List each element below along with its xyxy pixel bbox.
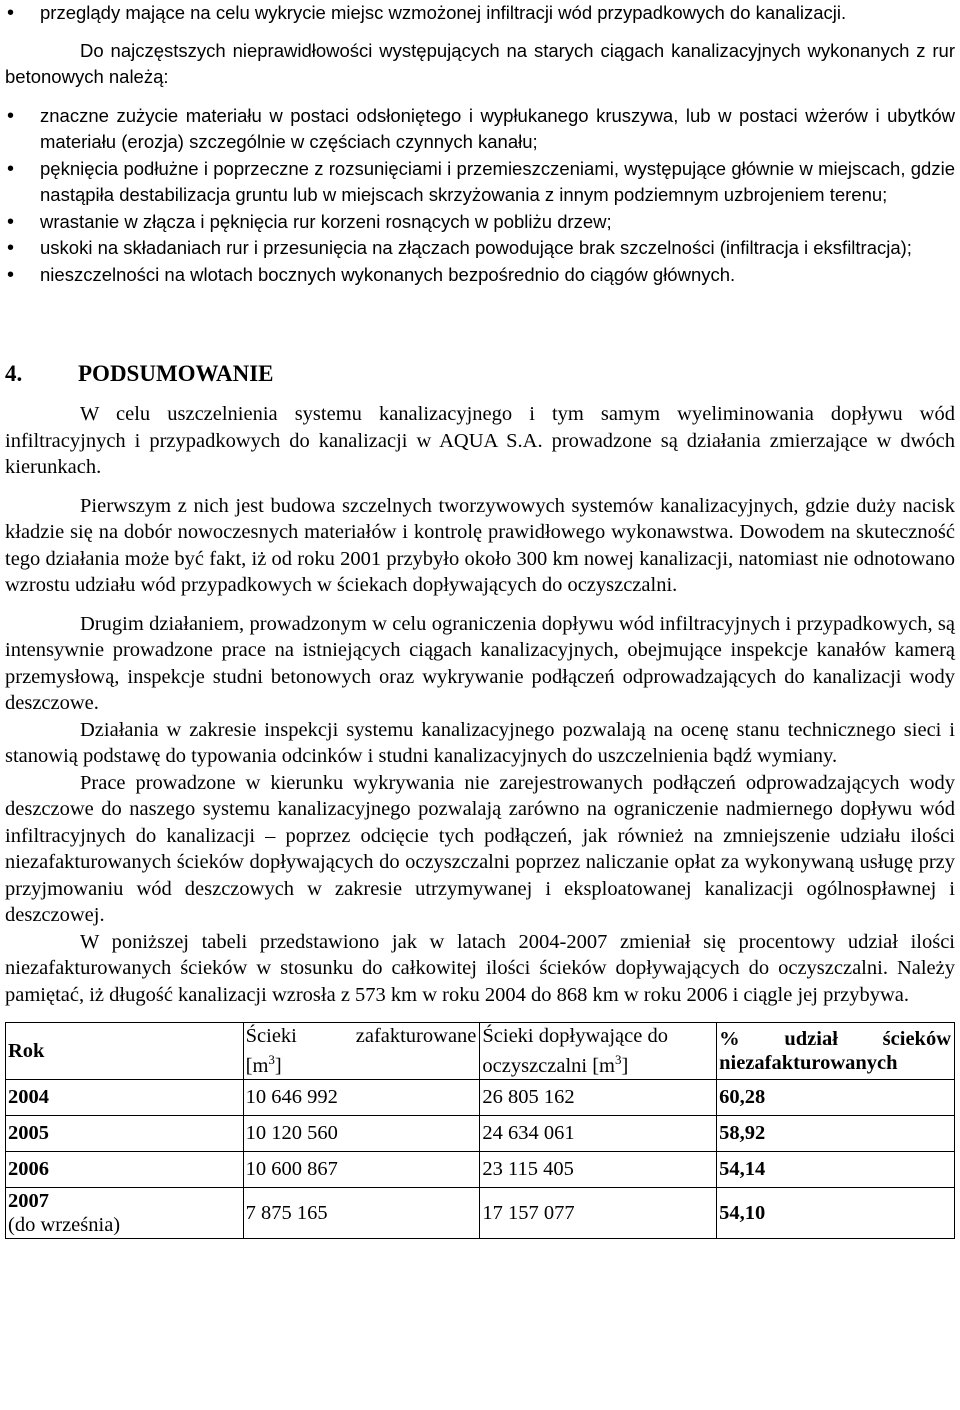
defects-list — [5, 103, 955, 289]
cell-share: 58,92 — [717, 1115, 955, 1151]
wastewater-table — [5, 1022, 955, 1239]
section-number: 4. — [5, 361, 23, 386]
paragraph: W poniższej tabeli przedstawiono jak w latach 2004-2007 zmieniał się procentowy udział ilości niezafakturowanych ścieków w stosunku do całkowitej ilości ścieków dopływających do oczyszczalni. Należy pamiętać, iż długość kanalizacji wzrosła z 573 km w roku 2004 do 868 km w roku 2006 i ciągle jej przybywa. — [5, 930, 955, 1006]
table-row — [6, 1079, 955, 1115]
paragraph: Prace prowadzone w kierunku wykrywania nie zarejestrowanych podłączeń odprowadzających wody deszczowe do naszego systemu kanalizacyjnego pozwalają zarówno na ograniczenie nadmiernego dopływu wód infiltracyjnych do kanalizacji – poprzez odcięcie tych podłączeń, jak również na zmniejszenie udziału ilości niezafakturowanych ścieków dopływających do oczyszczalni poprzez naliczanie opłat za wykonywaną usługę przy przyjmowaniu wód deszczowych w zakresie utrzymywanej i eksploatowanej kanalizacji ogólnospławnej i deszczowej. — [5, 771, 955, 926]
list-item: • znaczne zużycie materiału w postaci odsłoniętego i wypłukanego kruszywa, lub w postaci wżerów i ubytków materiału (erozja) szczególnie w częściach czynnych kanału; — [5, 103, 955, 156]
cell-year-note: (do września) — [8, 1213, 121, 1236]
top-list — [5, 0, 955, 27]
cell-invoiced: 10 600 867 — [243, 1151, 480, 1187]
cell-inflow: 24 634 061 — [480, 1115, 717, 1151]
section-heading — [5, 360, 955, 388]
list-item: • przeglądy mające na celu wykrycie miejsc wzmożonej infiltracji wód przypadkowych do kanalizacji. — [5, 0, 955, 27]
list-item: • wrastanie w złącza i pęknięcia rur korzeni rosnących w pobliżu drzew; — [5, 209, 955, 236]
cell-inflow: 23 115 405 — [480, 1151, 717, 1187]
cell-inflow: 26 805 162 — [480, 1079, 717, 1115]
cell-year — [6, 1187, 244, 1238]
section-title: PODSUMOWANIE — [78, 361, 274, 386]
cell-invoiced: 10 646 992 — [243, 1079, 480, 1115]
list-item: • pęknięcia podłużne i poprzeczne z rozsunięciami i przemieszczeniami, występujące głównie w miejscach, gdzie nastąpiła destabilizacja gruntu lub w miejscach skrzyżowania z innym podziemnym uzbrojeniem terenu; — [5, 156, 955, 209]
header-share: % udział ścieków niezafakturowanych — [717, 1023, 955, 1080]
intro-paragraph: Do najczęstszych nieprawidłowości występujących na starych ciągach kanalizacyjnych wykonanych z rur betonowych należą: — [5, 39, 955, 87]
table-row — [6, 1151, 955, 1187]
header-invoiced-label: Ścieki zafakturowane — [245, 1025, 477, 1047]
list-item: • uskoki na składaniach rur i przesunięcia na złączach powodujące brak szczelności (infiltracja i eksfiltracja); — [5, 235, 955, 262]
list-item: • nieszczelności na wlotach bocznych wykonanych bezpośrednio do ciągów głównych. — [5, 262, 955, 289]
cell-year: 2004 — [6, 1079, 244, 1115]
document-page — [5, 0, 955, 1239]
cell-year: 2005 — [6, 1115, 244, 1151]
cell-invoiced: 10 120 560 — [243, 1115, 480, 1151]
paragraph: Drugim działaniem, prowadzonym w celu ograniczenia dopływu wód infiltracyjnych i przypadkowych, są intensywnie prowadzone prace na istniejących ciągach kanalizacyjnych, obejmujące inspekcje kanałów kamerą przemysłową, inspekcje studni betonowych oraz wykrywanie podłączeń odprowadzających do kanalizacji wody deszczowe. — [5, 612, 955, 714]
paragraph: W celu uszczelnienia systemu kanalizacyjnego i tym samym wyeliminowania dopływu wód infiltracyjnych i przypadkowych do kanalizacji w AQUA S.A. prowadzone są działania zmierzające w dwóch kierunkach. — [5, 403, 955, 478]
table-row — [6, 1187, 955, 1238]
header-year: Rok — [6, 1023, 244, 1080]
header-invoiced — [243, 1023, 480, 1080]
table-header-row — [6, 1023, 955, 1080]
paragraph: Działania w zakresie inspekcji systemu kanalizacyjnego pozwalają na ocenę stanu technicznego sieci i stanowią podstawę do typowania odcinków i studni kanalizacyjnych do uszczelnienia bądź wymiany. — [5, 718, 955, 767]
cell-year: 2006 — [6, 1151, 244, 1187]
paragraph: Pierwszym z nich jest budowa szczelnych tworzywowych systemów kanalizacyjnych, gdzie duży nacisk kładzie się na dobór nowoczesnych materiałów i kontrolę prawidłowego wykonawstwa. Dowodem na skuteczność tego działania może być fakt, iż od roku 2001 przybyło około 300 km nowej kanalizacji, natomiast nie odnotowano wzrostu udziału wód przypadkowych w ściekach dopływających do oczyszczalni. — [5, 494, 955, 596]
cell-share: 54,14 — [717, 1151, 955, 1187]
cell-invoiced: 7 875 165 — [243, 1187, 480, 1238]
header-inflow: Ścieki dopływające do oczyszczalni $[m^3]$ — [480, 1023, 717, 1080]
cell-year-value: 2007 — [8, 1189, 49, 1212]
header-invoiced-unit: $[m^3]$ — [245, 1052, 282, 1077]
table-row — [6, 1115, 955, 1151]
cell-share: 60,28 — [717, 1079, 955, 1115]
cell-inflow: 17 157 077 — [480, 1187, 717, 1238]
cell-share: 54,10 — [717, 1187, 955, 1238]
